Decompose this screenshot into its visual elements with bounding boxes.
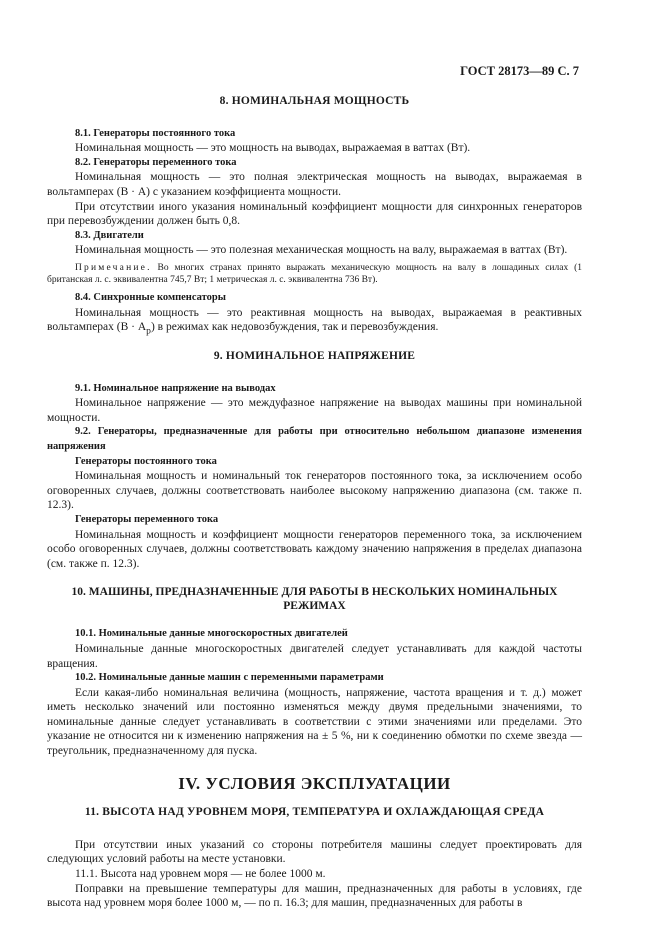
heading-8-1: 8.1. Генераторы постоянного тока (75, 127, 236, 139)
note-label: Примечание. (75, 262, 152, 273)
heading-8-4: 8.4. Синхронные компенсаторы (75, 291, 226, 303)
heading-9-2-ac: Генераторы переменного тока (75, 513, 219, 525)
subscript-p: р (146, 325, 151, 337)
paragraph-8-4-part2: ) в режимах как недовозбуждения, так и перевозбуждения. (150, 321, 439, 334)
section-10-title-line2: РЕЖИМАХ (283, 600, 346, 613)
document-body (47, 94, 582, 911)
part-4-title: IV. УСЛОВИЯ ЭКСПЛУАТАЦИИ (178, 773, 451, 793)
heading-10-1: 10.1. Номинальные данные многоскоростных двигателей (75, 628, 348, 640)
section-8-title: 8. НОМИНАЛЬНАЯ МОЩНОСТЬ (219, 95, 410, 107)
heading-9-1: 9.1. Номинальное напряжение на выводах (75, 382, 276, 394)
paragraph-8-4-part1: Номинальная мощность — это реактивная мощность на выводах, выражаемая в реактивных вольтамперах (В · А (47, 306, 582, 334)
paragraph-10-1: Номинальные данные многоскоростных двигателей следует устанавливать для каждой частоты вращения. (47, 642, 582, 670)
paragraph-10-2: Если какая-либо номинальная величина (мощность, напряжение, частота вращения и т. д.) может иметь несколько значений или постоянно изменяться между двумя предельными значениями, то номинальные данные следует устанавливать в соответствии с этими значениями или пределами. Это указание не относится ни к изменению напряжения на ± 5 %, ни к соединению обмотки по схеме звезда — треугольник, предназначенному для пуска. (47, 686, 582, 758)
section-10-title-line1: 10. МАШИНЫ, ПРЕДНАЗНАЧЕННЫЕ ДЛЯ РАБОТЫ В НЕСКОЛЬКИХ НОМИНАЛЬНЫХ (71, 586, 558, 599)
note-8-3 (47, 262, 582, 287)
section-11-title: 11. ВЫСОТА НАД УРОВНЕМ МОРЯ, ТЕМПЕРАТУРА И ОХЛАЖДАЮЩАЯ СРЕДА (84, 806, 545, 819)
paragraph-9-1: Номинальное напряжение — это междуфазное напряжение на выводах машины при номинальной мощности. (47, 397, 582, 424)
page-header: ГОСТ 28173—89 С. 7 (460, 64, 579, 78)
heading-10-2: 10.2. Номинальные данные машин с переменными параметрами (75, 672, 384, 684)
paragraph-8-3: Номинальная мощность — это полезная механическая мощность на валу, выражаемая в ваттах (Вт). (75, 244, 568, 257)
paragraph-11-1b: Поправки на превышение температуры для машин, предназначенных для работы в условиях, где высота над уровнем моря более 1000 м, — по п. 16.3; для машин, предназначенных для работы в (47, 882, 582, 910)
heading-9-2: 9.2. Генераторы, предназначенные для работы при относительно небольшом диапазоне изменения напряжения (47, 426, 582, 452)
paragraph-9-2-dc: Номинальная мощность и номинальный ток генераторов постоянного тока, за исключением особо оговоренных случаев, должны соответствовать наиболее высокому напряжению диапазона (см. также п. 12.3). (47, 470, 582, 512)
section-9-title: 9. НОМИНАЛЬНОЕ НАПРЯЖЕНИЕ (213, 350, 416, 363)
paragraph-11-1: 11.1. Высота над уровнем моря — не более 1000 м. (75, 868, 326, 881)
paragraph-8-1: Номинальная мощность — это мощность на выводах, выражаемая в ваттах (Вт). (75, 142, 471, 155)
paragraph-11: При отсутствии иных указаний со стороны потребителя машины следует проектировать для следующих условий работы на месте установки. (47, 838, 582, 866)
note-text: Во многих странах принято выражать механическую мощность на валу в лошадиных силах (1 британская л. с. эквивалентна 745,7 Вт; 1 метрическая л. с. эквивалентна 736 Вт). (47, 262, 582, 286)
heading-8-2: 8.2. Генераторы переменного тока (75, 156, 237, 168)
paragraph-8-2b: При отсутствии иного указания номинальный коэффициент мощности для синхронных генераторов при перевозбуждении должен быть 0,8. (47, 200, 582, 228)
heading-9-2-dc: Генераторы постоянного тока (75, 455, 217, 467)
heading-8-3: 8.3. Двигатели (75, 229, 144, 241)
paragraph-8-2a: Номинальная мощность — это полная электрическая мощность на выводах, выражаемая в вольтамперах (В · А) с указанием коэффициента мощности. (47, 171, 582, 198)
paragraph-9-2-ac: Номинальная мощность и коэффициент мощности генераторов переменного тока, за исключением особо оговоренных случаев, должны соответствовать каждому значению напряжения в пределах диапазона (см. также п. 12.3). (47, 528, 582, 570)
paragraph-8-4 (47, 306, 582, 339)
section-10-title (47, 585, 582, 613)
